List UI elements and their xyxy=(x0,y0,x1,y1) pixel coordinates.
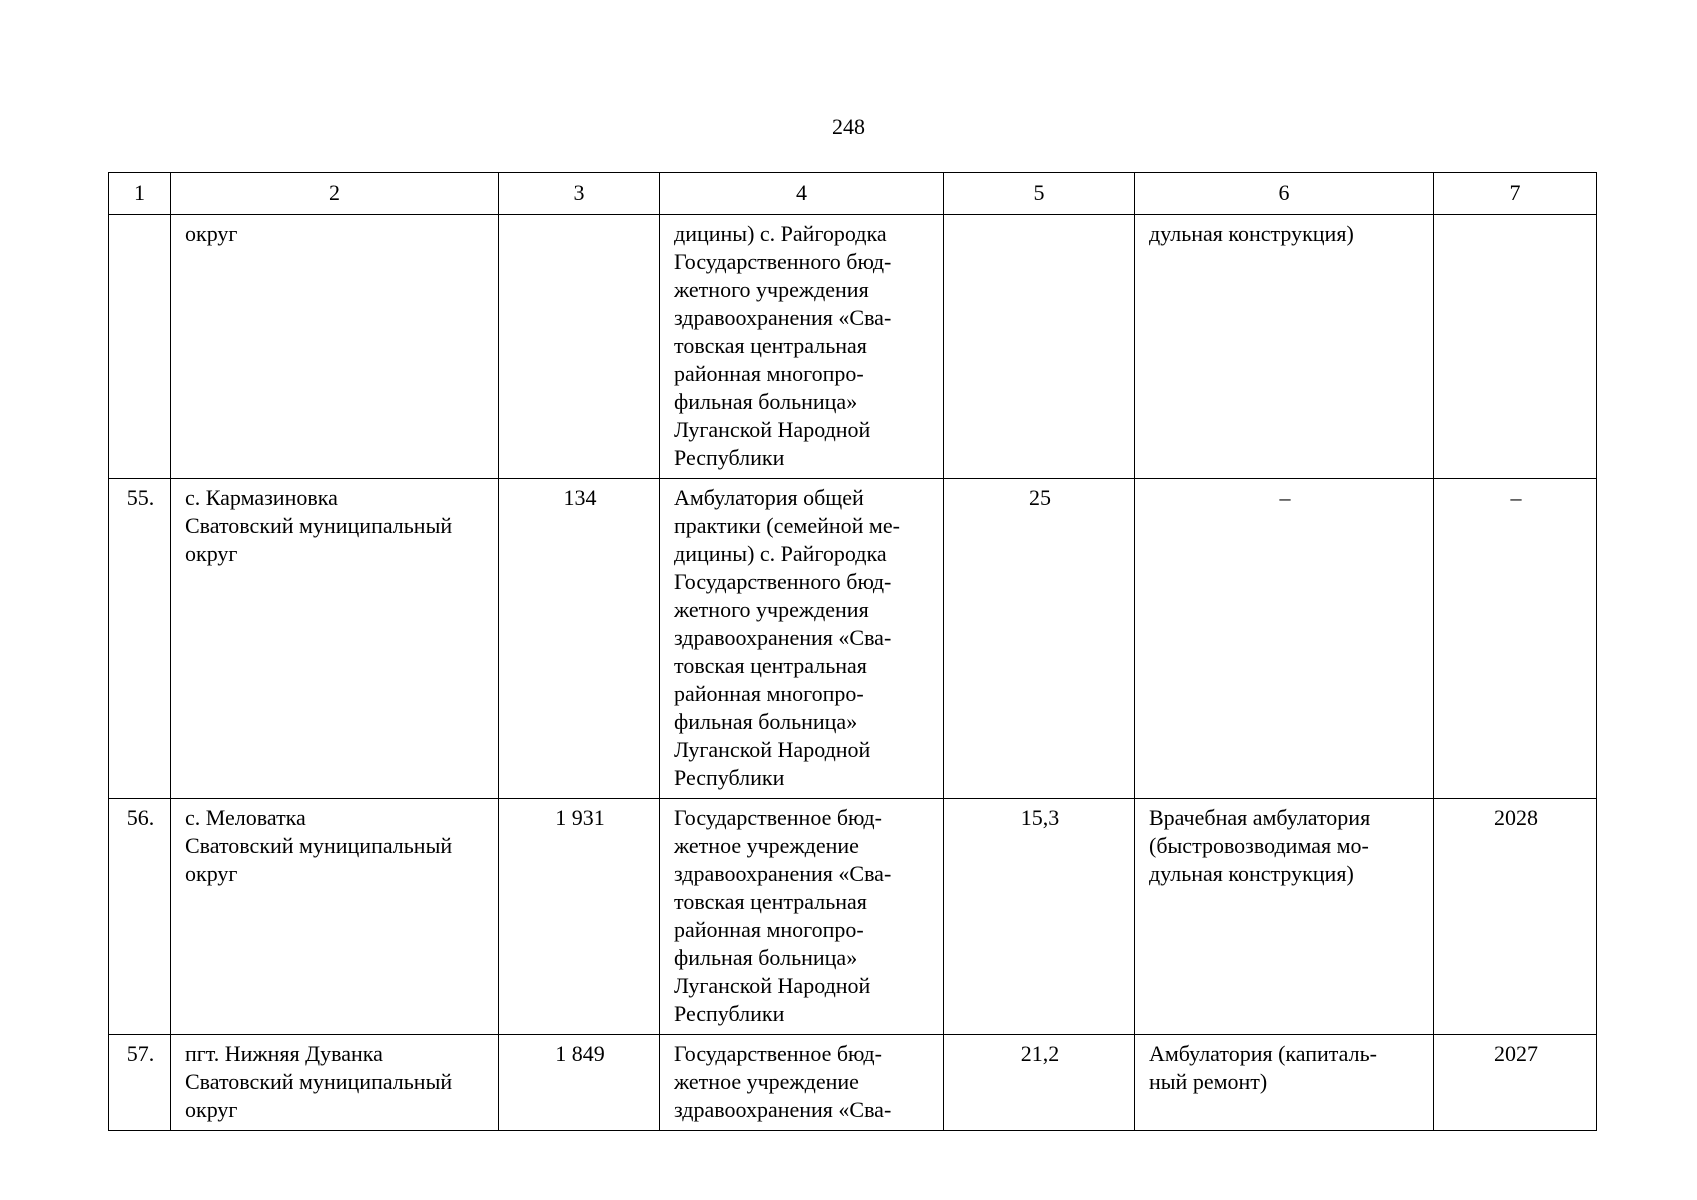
row-number-cell: 57. xyxy=(109,1035,171,1131)
population-cell: 1 849 xyxy=(499,1035,660,1131)
object-cell: Амбулатория (капиталь- ный ремонт) xyxy=(1135,1035,1434,1131)
year-cell: – xyxy=(1434,479,1597,799)
column-header: 1 xyxy=(109,173,171,215)
institution-cell: Амбулатория общей практики (семейной ме- дицины) с. Райгородка Государственного бюд- жетного учреждения здравоохранения «Сва- товская центральная районная многопро- фильная больница» Луганской Народной Республики xyxy=(660,479,944,799)
distance-cell: 15,3 xyxy=(944,799,1135,1035)
population-cell: 134 xyxy=(499,479,660,799)
year-cell: 2027 xyxy=(1434,1035,1597,1131)
data-table xyxy=(108,172,1597,1131)
column-number-row xyxy=(109,173,1597,215)
object-cell: Врачебная амбулатория (быстровозводимая мо- дульная конструкция) xyxy=(1135,799,1434,1035)
table-row xyxy=(109,1035,1597,1131)
column-header: 5 xyxy=(944,173,1135,215)
settlement-cell: пгт. Нижняя Дуванка Сватовский муниципальный округ xyxy=(171,1035,499,1131)
institution-cell: дицины) с. Райгородка Государственного бюд- жетного учреждения здравоохранения «Сва- товская центральная районная многопро- фильная больница» Луганской Народной Республики xyxy=(660,215,944,479)
population-cell xyxy=(499,215,660,479)
settlement-cell: с. Кармазиновка Сватовский муниципальный округ xyxy=(171,479,499,799)
row-number-cell xyxy=(109,215,171,479)
column-header: 3 xyxy=(499,173,660,215)
distance-cell xyxy=(944,215,1135,479)
settlement-cell: с. Меловатка Сватовский муниципальный округ xyxy=(171,799,499,1035)
distance-cell: 21,2 xyxy=(944,1035,1135,1131)
page-number: 248 xyxy=(832,114,865,139)
table-row xyxy=(109,799,1597,1035)
column-header: 6 xyxy=(1135,173,1434,215)
row-number-cell: 55. xyxy=(109,479,171,799)
object-cell: дульная конструкция) xyxy=(1135,215,1434,479)
column-header: 4 xyxy=(660,173,944,215)
institution-cell: Государственное бюд- жетное учреждение здравоохранения «Сва- товская центральная районная многопро- фильная больница» Луганской Народной Республики xyxy=(660,799,944,1035)
column-header: 7 xyxy=(1434,173,1597,215)
year-cell xyxy=(1434,215,1597,479)
population-cell: 1 931 xyxy=(499,799,660,1035)
row-number-cell: 56. xyxy=(109,799,171,1035)
column-header: 2 xyxy=(171,173,499,215)
table-row xyxy=(109,215,1597,479)
table-row xyxy=(109,479,1597,799)
year-cell: 2028 xyxy=(1434,799,1597,1035)
object-cell: – xyxy=(1135,479,1434,799)
settlement-cell: округ xyxy=(171,215,499,479)
distance-cell: 25 xyxy=(944,479,1135,799)
institution-cell: Государственное бюд- жетное учреждение здравоохранения «Сва- xyxy=(660,1035,944,1131)
